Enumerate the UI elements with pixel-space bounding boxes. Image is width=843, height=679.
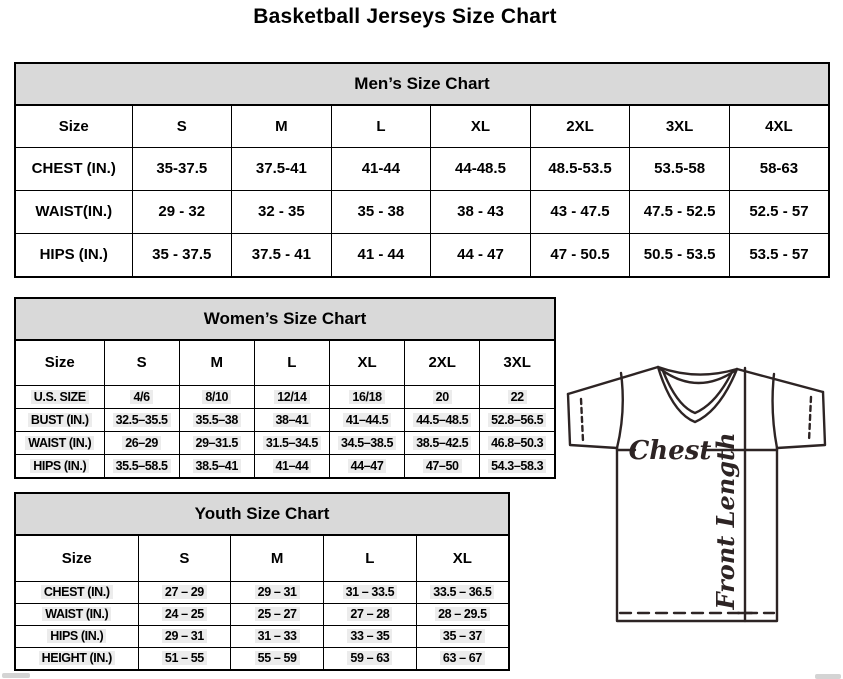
- womens-size-table: [14, 297, 556, 479]
- column-header: Size: [15, 340, 104, 386]
- column-header: XL: [329, 340, 404, 386]
- value-cell: 29–31.5: [179, 432, 254, 455]
- row-label: HIPS (IN.): [15, 234, 132, 278]
- youth-size-table: [14, 492, 510, 671]
- table-row: [15, 191, 829, 234]
- womens-header-row: [15, 340, 555, 386]
- value-cell: 38 - 43: [431, 191, 531, 234]
- value-cell: 31 – 33: [231, 626, 324, 648]
- column-header: Size: [15, 105, 132, 148]
- column-header: 2XL: [530, 105, 630, 148]
- value-cell: 31 – 33.5: [324, 582, 417, 604]
- column-header: M: [232, 105, 332, 148]
- value-cell: 46.8–50.3: [480, 432, 555, 455]
- value-cell: 31.5–34.5: [254, 432, 329, 455]
- value-cell: 35.5–58.5: [104, 455, 179, 479]
- column-header: M: [231, 535, 324, 582]
- value-cell: 27 – 29: [138, 582, 231, 604]
- value-cell: 38.5–42.5: [405, 432, 480, 455]
- column-header: 3XL: [630, 105, 730, 148]
- value-cell: 35-37.5: [132, 148, 232, 191]
- value-cell: 29 – 31: [231, 582, 324, 604]
- value-cell: 50.5 - 53.5: [630, 234, 730, 278]
- value-cell: 41–44: [254, 455, 329, 479]
- column-header: L: [324, 535, 417, 582]
- column-header: L: [254, 340, 329, 386]
- value-cell: 16/18: [329, 386, 404, 409]
- value-cell: 52.8–56.5: [480, 409, 555, 432]
- value-cell: 32 - 35: [232, 191, 332, 234]
- value-cell: 53.5 - 57: [729, 234, 829, 278]
- column-header: 3XL: [480, 340, 555, 386]
- value-cell: 26–29: [104, 432, 179, 455]
- value-cell: 44 - 47: [431, 234, 531, 278]
- column-header: S: [104, 340, 179, 386]
- value-cell: 44-48.5: [431, 148, 531, 191]
- column-header: M: [179, 340, 254, 386]
- value-cell: 29 – 31: [138, 626, 231, 648]
- value-cell: 51 – 55: [138, 648, 231, 671]
- value-cell: 48.5-53.5: [530, 148, 630, 191]
- value-cell: 12/14: [254, 386, 329, 409]
- row-label: HEIGHT (IN.): [15, 648, 138, 671]
- jersey-measurement-diagram: [558, 360, 843, 634]
- value-cell: 58-63: [729, 148, 829, 191]
- value-cell: 44–47: [329, 455, 404, 479]
- row-label: BUST (IN.): [15, 409, 104, 432]
- value-cell: 4/6: [104, 386, 179, 409]
- value-cell: 28 – 29.5: [416, 604, 509, 626]
- table-row: [15, 604, 509, 626]
- value-cell: 37.5-41: [232, 148, 332, 191]
- value-cell: 33 – 35: [324, 626, 417, 648]
- column-header: XL: [416, 535, 509, 582]
- value-cell: 47–50: [405, 455, 480, 479]
- value-cell: 35 - 37.5: [132, 234, 232, 278]
- chest-label: Chest: [628, 436, 712, 466]
- value-cell: 43 - 47.5: [530, 191, 630, 234]
- value-cell: 63 – 67: [416, 648, 509, 671]
- row-label: WAIST (IN.): [15, 432, 104, 455]
- column-header: Size: [15, 535, 138, 582]
- row-label: HIPS (IN.): [15, 455, 104, 479]
- mens-header-row: [15, 105, 829, 148]
- value-cell: 38–41: [254, 409, 329, 432]
- value-cell: 55 – 59: [231, 648, 324, 671]
- value-cell: 47.5 - 52.5: [630, 191, 730, 234]
- table-row: [15, 409, 555, 432]
- value-cell: 41 - 44: [331, 234, 431, 278]
- womens-table-title-row: [15, 298, 555, 340]
- youth-table-title-row: [15, 493, 509, 535]
- value-cell: 33.5 – 36.5: [416, 582, 509, 604]
- left-cuff-stitch: [581, 399, 583, 441]
- youth-table-title: Youth Size Chart: [15, 493, 509, 535]
- column-header: L: [331, 105, 431, 148]
- table-row: [15, 626, 509, 648]
- mens-table-title-row: [15, 63, 829, 105]
- column-header: 4XL: [729, 105, 829, 148]
- horizontal-scrollbar-fragment[interactable]: [2, 673, 30, 678]
- value-cell: 24 – 25: [138, 604, 231, 626]
- value-cell: 8/10: [179, 386, 254, 409]
- value-cell: 25 – 27: [231, 604, 324, 626]
- table-row: [15, 234, 829, 278]
- value-cell: 29 - 32: [132, 191, 232, 234]
- value-cell: 41–44.5: [329, 409, 404, 432]
- column-header: XL: [431, 105, 531, 148]
- value-cell: 53.5-58: [630, 148, 730, 191]
- womens-table-title: Women’s Size Chart: [15, 298, 555, 340]
- value-cell: 32.5–35.5: [104, 409, 179, 432]
- row-label: CHEST (IN.): [15, 582, 138, 604]
- table-row: [15, 148, 829, 191]
- table-row: [15, 455, 555, 479]
- jersey-outline: [568, 367, 825, 621]
- value-cell: 22: [480, 386, 555, 409]
- table-row: [15, 386, 555, 409]
- value-cell: 35.5–38: [179, 409, 254, 432]
- value-cell: 20: [405, 386, 480, 409]
- value-cell: 27 – 28: [324, 604, 417, 626]
- page-title: Basketball Jerseys Size Chart: [253, 5, 557, 28]
- value-cell: 41-44: [331, 148, 431, 191]
- value-cell: 34.5–38.5: [329, 432, 404, 455]
- row-label: HIPS (IN.): [15, 626, 138, 648]
- column-header: S: [132, 105, 232, 148]
- mens-table-title: Men’s Size Chart: [15, 63, 829, 105]
- row-label: CHEST (IN.): [15, 148, 132, 191]
- value-cell: 52.5 - 57: [729, 191, 829, 234]
- row-label: U.S. SIZE: [15, 386, 104, 409]
- horizontal-scrollbar-fragment[interactable]: [815, 674, 841, 679]
- value-cell: 37.5 - 41: [232, 234, 332, 278]
- row-label: WAIST(IN.): [15, 191, 132, 234]
- value-cell: 59 – 63: [324, 648, 417, 671]
- value-cell: 35 - 38: [331, 191, 431, 234]
- mens-size-table: [14, 62, 830, 278]
- right-cuff-stitch: [809, 397, 811, 441]
- row-label: WAIST (IN.): [15, 604, 138, 626]
- value-cell: 44.5–48.5: [405, 409, 480, 432]
- value-cell: 54.3–58.3: [480, 455, 555, 479]
- value-cell: 38.5–41: [179, 455, 254, 479]
- column-header: 2XL: [405, 340, 480, 386]
- youth-header-row: [15, 535, 509, 582]
- front-length-label: Front Length: [711, 432, 740, 610]
- column-header: S: [138, 535, 231, 582]
- table-row: [15, 432, 555, 455]
- value-cell: 35 – 37: [416, 626, 509, 648]
- table-row: [15, 648, 509, 671]
- value-cell: 47 - 50.5: [530, 234, 630, 278]
- table-row: [15, 582, 509, 604]
